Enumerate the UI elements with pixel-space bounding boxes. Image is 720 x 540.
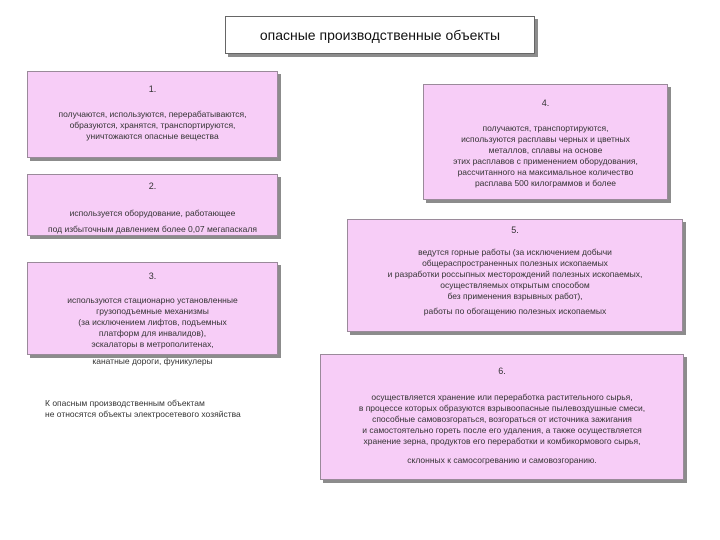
- text-line: способные самовозгораться, возгораться от источника зажигания: [372, 414, 632, 424]
- category-number-4: 4.: [541, 98, 550, 108]
- text-line: этих расплавов с применением оборудования,: [453, 156, 638, 166]
- text-line: осуществляется хранение или переработка растительного сырья,: [371, 392, 633, 402]
- diagram-title: опасные производственные объекты: [259, 27, 501, 43]
- text-line: [320, 447, 684, 455]
- text-line: уничтожаются опасные вещества: [86, 131, 219, 141]
- text-line: склонных к самосогреванию и самовозгоранию.: [407, 455, 597, 465]
- text-line: получаются, используются, перерабатываются,: [58, 109, 247, 119]
- text-line: и самостоятельно гореть после его удаления, а также осуществляется: [362, 425, 642, 435]
- text-line: используется оборудование, работающее: [69, 208, 236, 218]
- category-number-2: 2.: [148, 181, 157, 191]
- exclusion-note: [45, 398, 241, 420]
- text-line: ведутся горные работы (за исключением добычи: [418, 247, 612, 257]
- diagram-title-box: [225, 16, 535, 54]
- text-line: без применения взрывных работ),: [447, 291, 583, 301]
- text-line: платформ для инвалидов),: [98, 328, 207, 338]
- text-line: используются стационарно установленные: [67, 295, 238, 305]
- text-line: используются расплавы черных и цветных: [461, 134, 630, 144]
- text-line: и разработки россыпных месторождений полезных ископаемых,: [387, 269, 643, 279]
- text-line: работы по обогащению полезных ископаемых: [423, 306, 607, 316]
- text-line: (за исключением лифтов, подъемных: [78, 317, 227, 327]
- category-text-3: [27, 295, 278, 367]
- text-line: канатные дороги, фуникулеры: [92, 356, 213, 366]
- category-number-5: 5.: [511, 225, 519, 235]
- text-line: расплава 500 килограммов и более: [474, 178, 617, 188]
- category-text-6: [320, 392, 684, 466]
- note-line: не относятся объекты электросетевого хозяйства: [45, 409, 241, 419]
- category-text-1: [27, 109, 278, 142]
- category-text-4: [423, 123, 668, 189]
- text-line: общераспространенных полезных ископаемых: [422, 258, 608, 268]
- text-line: рассчитанного на максимальное количество: [457, 167, 634, 177]
- category-number-1: 1.: [148, 84, 157, 94]
- category-number-6: 6.: [498, 366, 506, 376]
- category-text-2: [27, 205, 278, 237]
- text-line: образуются, хранятся, транспортируются,: [69, 120, 236, 130]
- text-line: грузоподъемные механизмы: [96, 306, 209, 316]
- category-text-5: [347, 247, 683, 317]
- text-line: в процессе которых образуются взрывоопасные пылевоздушные смеси,: [358, 403, 646, 413]
- note-line: К опасным производственным объектам: [45, 398, 205, 408]
- text-line: под избыточным давлением более 0,07 мегапаскаля: [48, 224, 257, 234]
- text-line: металлов, сплавы на основе: [488, 145, 603, 155]
- text-line: получаются, транспортируются,: [482, 123, 609, 133]
- text-line: хранение зерна, продуктов его переработки и комбикормового сырья,: [363, 436, 641, 446]
- text-line: осуществляемых открытым способом: [440, 280, 590, 290]
- category-number-3: 3.: [148, 271, 157, 281]
- text-line: эскалаторы в метрополитенах,: [91, 339, 214, 349]
